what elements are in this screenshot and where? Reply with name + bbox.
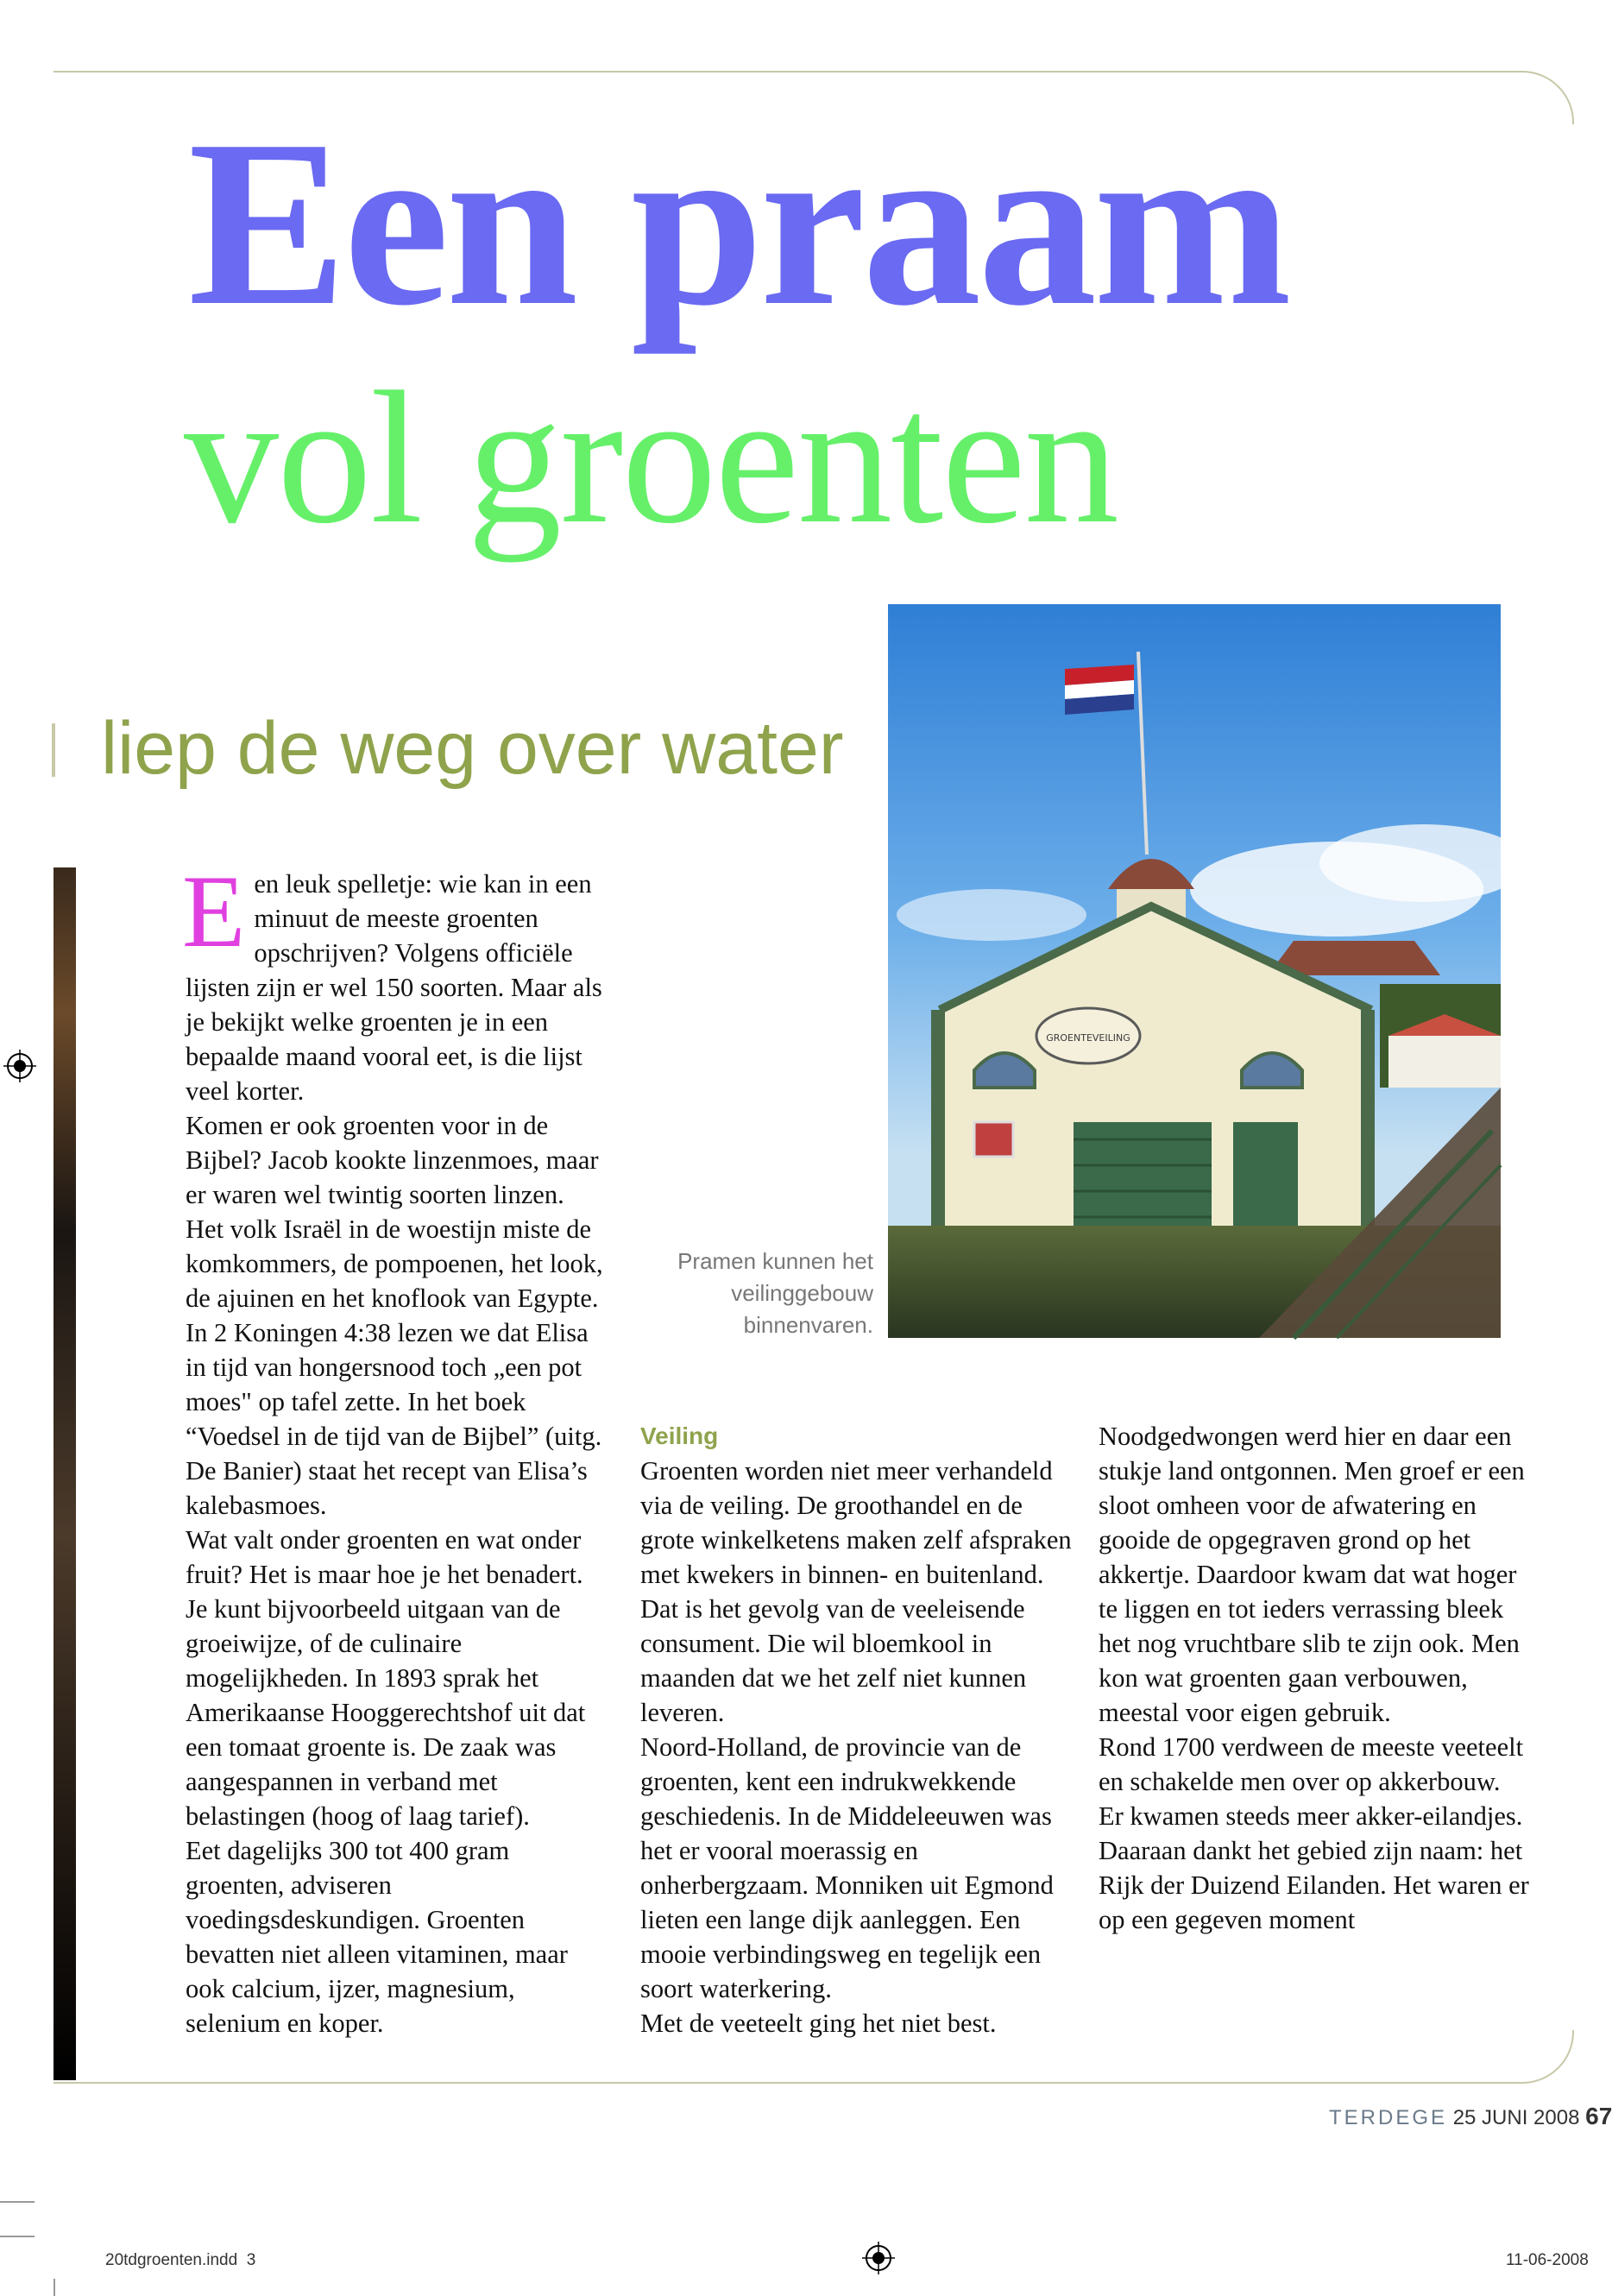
- section-heading: Veiling: [640, 1422, 719, 1449]
- page-footer: [1329, 2103, 1612, 2130]
- paragraph: Rond 1700 verdween de meeste veeteelt en schakelde men over op akkerbouw. Er kwamen steeds meer akker-eilandjes. Daaraan dankt het gebied zijn naam: het Rijk der Duizend Eilanden. Het waren er op een gegeven moment: [1099, 1732, 1529, 1934]
- crop-mark: [0, 2201, 35, 2203]
- article-column-3: [1099, 1419, 1530, 1937]
- title-line-1: Een praam: [188, 91, 1288, 355]
- drop-cap: E: [182, 854, 246, 968]
- publication-name: TERDEGE: [1329, 2106, 1448, 2129]
- paragraph: Groenten worden niet meer verhandeld via de veiling. De groothandel en de grote winkelketens maken zelf afspraken met kwekers in binnen- en buitenland. Dat is het gevolg van de veeleisende consument. Die wil bloemkool in maanden dat we het zelf niet kunnen leveren.: [640, 1456, 1072, 1727]
- paragraph: Eet dagelijks 300 tot 400 gram groenten, adviseren voedingsdeskundigen. Groenten bevatten niet alleen vitaminen, maar ook calcium, ijzer, magnesium, selenium en koper.: [186, 1836, 568, 2038]
- paragraph: Met de veeteelt ging het niet best.: [640, 2009, 997, 2038]
- slug-file: 20tdgroenten.indd 3: [105, 2251, 256, 2269]
- photo-caption: Pramen kunnen het veilinggebouw binnenvaren.: [677, 1248, 873, 1338]
- slug-date: 11-06-2008: [1506, 2251, 1589, 2269]
- issue-date: 25 JUNI 2008: [1452, 2106, 1580, 2129]
- registration-mark-icon: [3, 1050, 36, 1082]
- title-line-2: vol groenten: [184, 352, 1118, 563]
- auction-building-photo: [888, 604, 1501, 1338]
- left-photo-strip: [54, 867, 76, 2080]
- article-column-2: [640, 1419, 1072, 2041]
- crop-mark: [0, 2236, 35, 2237]
- article-column-1: [182, 854, 608, 2041]
- paragraph: Noord-Holland, de provincie van de groenten, kent een indrukwekkende geschiedenis. In de Middeleeuwen was het er vooral moerassig en onherbergzaam. Monniken uit Egmond lieten een lange dijk aanleggen. Een mooie verbindingsweg en tegelijk een soort waterkering.: [640, 1732, 1054, 2003]
- paragraph: Noodgedwongen werd hier en daar een stukje land ontgonnen. Men groef er een sloot omheen voor de afwatering en gooide de opgegraven grond op het akkertje. Daardoor kwam dat wat hoger te liggen en tot ieders verrassing bleek het nog vruchtbare slib te zijn ook. Men kon wat groenten gaan verbouwen, meestal voor eigen gebruik.: [1099, 1422, 1525, 1727]
- paragraph: Wat valt onder groenten en wat onder fruit? Het is maar hoe je het benadert. Je kunt bijvoorbeeld uitgaan van de groeiwijze, of de culinaire mogelijkheden. In 1893 sprak het Amerikaanse Hooggerechtshof uit dat een tomaat groente is. De zaak was aangespannen in verband met belastingen (hoog of laag tarief).: [186, 1525, 586, 1831]
- paragraph: Komen er ook groenten voor in de Bijbel? Jacob kookte linzenmoes, maar er waren wel twintig soorten linzen. Het volk Israël in de woestijn miste de komkommers, de pompoenen, het look, de ajuinen en het knoflook van Egypte. In 2 Koningen 4:38 lezen we dat Elisa in tijd van hongersnood toch „een pot moes" op tafel zette. In het boek “Voedsel in de tijd van de Bijbel” (uitg. De Banier) staat het recept van Elisa’s kalebasmoes.: [186, 1111, 603, 1520]
- crop-mark: [54, 2279, 55, 2296]
- registration-mark-icon: [862, 2242, 895, 2274]
- building-sign: GROENTEVEILING: [1046, 1032, 1130, 1044]
- page-number: 67: [1585, 2103, 1612, 2129]
- subtitle: liep de weg over water: [101, 707, 844, 790]
- paragraph: Een leuk spelletje: wie kan in een minuut de meeste groenten opschrijven? Volgens officiële lijsten zijn er wel 150 soorten. Maar als je bekijkt welke groenten je in een bepaalde maand vooral eet, is die lijst veel korter.: [182, 854, 602, 1106]
- subtitle-marker: [52, 723, 55, 777]
